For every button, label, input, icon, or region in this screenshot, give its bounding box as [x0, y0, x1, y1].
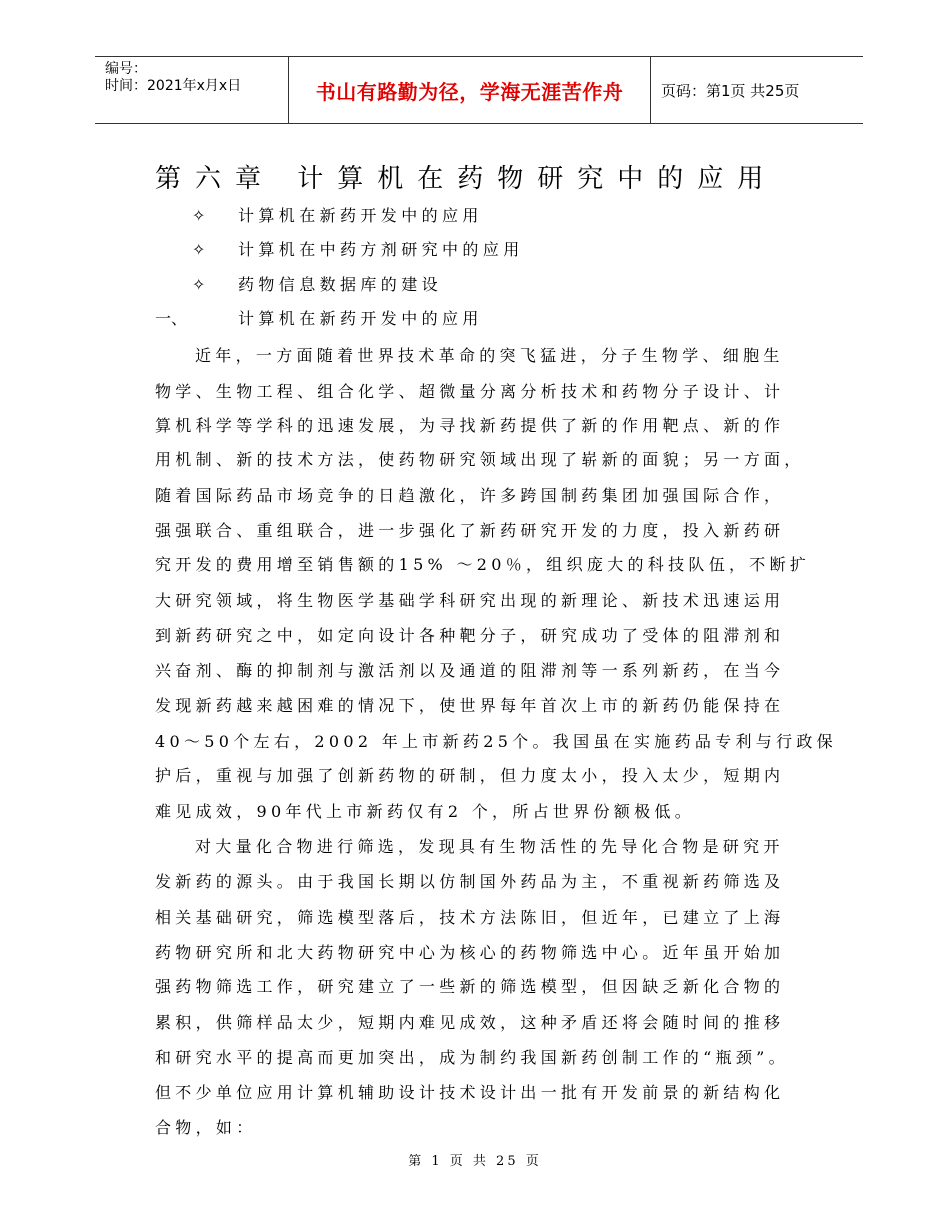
text-line: 大研究领域，将生物医学基础学科研究出现的新理论、新技术迅速运用: [155, 591, 785, 610]
text-line: 发现新药越来越困难的情况下，使世界每年首次上市的新药仍能保持在: [155, 696, 785, 715]
diamond-bullet-icon: ✧: [192, 240, 206, 259]
bullet-text: 药物信息数据库的建设: [238, 275, 443, 294]
chapter-title: 第六章 计算机在药物研究中的应用: [155, 164, 778, 194]
text-line: 累积，供筛样品太少，短期内难见成效，这种矛盾还将会随时间的推移: [155, 1013, 785, 1032]
date-label: 时间：2021年x月x日: [105, 78, 242, 94]
text-line: 物学、生物工程、组合化学、超微量分离分析技术和药物分子设计、计: [155, 382, 785, 401]
text-line: 强药物筛选工作，研究建立了一些新的筛选模型，但因缺乏新化合物的: [155, 977, 785, 996]
text-line: 随着国际药品市场竞争的日趋激化，许多跨国制药集团加强国际合作，: [155, 486, 785, 505]
text-line: 护后，重视与加强了创新药物的研制，但力度太小，投入太少，短期内: [155, 766, 785, 785]
text-line: 强强联合、重组联合，进一步强化了新药研究开发的力度，投入新药研: [155, 521, 785, 540]
text-line: 究开发的费用增至销售额的15% ～20％，组织庞大的科技队伍，不断扩: [155, 555, 811, 574]
bullet-item: [192, 203, 483, 226]
text-line: 对大量化合物进行筛选，发现具有生物活性的先导化合物是研究开: [195, 837, 784, 856]
doc-number-label: 编号：: [105, 61, 147, 77]
section-title: 计算机在新药开发中的应用: [238, 309, 483, 328]
text-line: 发新药的源头。由于我国长期以仿制国外药品为主，不重视新药筛选及: [155, 872, 785, 891]
page-info-cell: [651, 57, 863, 123]
bullet-item: [192, 237, 524, 260]
page-info-text: 页码：第1页 共25页: [661, 81, 800, 100]
text-line: 和研究水平的提高而更加突出，成为制约我国新药创制工作的“瓶颈”。: [155, 1048, 789, 1067]
diamond-bullet-icon: ✧: [192, 275, 206, 294]
text-line: 近年，一方面随着世界技术革命的突飞猛进，分子生物学、细胞生: [195, 346, 784, 365]
page-footer: 第 1 页 共 25 页: [408, 1154, 542, 1169]
header-left-cell: [95, 57, 289, 123]
bullet-item: [192, 272, 442, 295]
text-line: 算机科学等学科的迅速发展，为寻找新药提供了新的作用靶点、新的作: [155, 416, 785, 435]
text-line: 合物，如：: [155, 1118, 257, 1137]
page-header: [95, 56, 863, 124]
text-line: 相关基础研究，筛选模型落后，技术方法陈旧，但近年，已建立了上海: [155, 908, 785, 927]
bullet-text: 计算机在新药开发中的应用: [238, 206, 483, 225]
text-line: 药物研究所和北大药物研究中心为核心的药物筛选中心。近年虽开始加: [155, 943, 785, 962]
motto-cell: [289, 57, 651, 123]
text-line: 兴奋剂、酶的抑制剂与激活剂以及通道的阻滞剂等一系列新药，在当今: [155, 661, 785, 680]
text-line: 40～50个左右，2002 年上市新药25个。我国虽在实施药品专利与行政保: [155, 732, 837, 751]
text-line: 但不少单位应用计算机辅助设计技术设计出一批有开发前景的新结构化: [155, 1083, 785, 1102]
diamond-bullet-icon: ✧: [192, 206, 206, 225]
motto-text: 书山有路勤为径，学海无涯苦作舟: [315, 79, 624, 104]
text-line: 用机制、新的技术方法，使药物研究领域出现了崭新的面貌；另一方面，: [155, 450, 805, 469]
section-number: 一、: [155, 309, 188, 328]
text-line: 难见成效，90年代上市新药仅有2 个，所占世界份额极低。: [155, 802, 696, 821]
bullet-text: 计算机在中药方剂研究中的应用: [238, 240, 524, 259]
section-heading: [155, 306, 483, 329]
text-line: 到新药研究之中，如定向设计各种靶分子，研究成功了受体的阻滞剂和: [155, 626, 785, 645]
